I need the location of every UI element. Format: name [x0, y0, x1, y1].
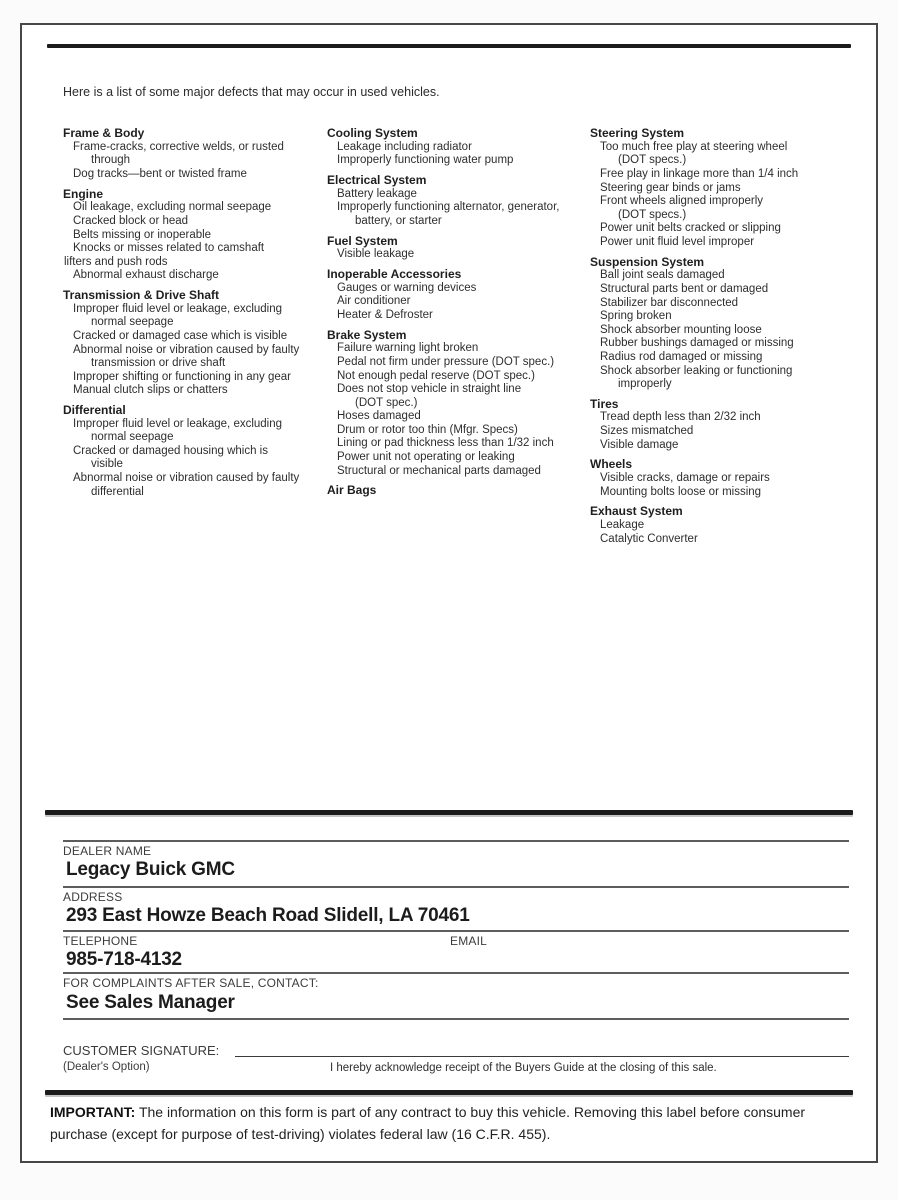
defect-line: Frame-cracks, corrective welds, or rusted — [73, 140, 284, 153]
defect-section-title: Fuel System — [327, 233, 398, 248]
address-label: ADDRESS — [63, 890, 123, 904]
defect-section — [327, 174, 583, 229]
defect-section-title: Tires — [590, 396, 619, 411]
dealer-name-underline — [63, 886, 849, 888]
defect-section-title: Electrical System — [327, 172, 427, 187]
defect-line: Air conditioner — [337, 295, 411, 308]
telephone-label: TELEPHONE — [63, 934, 138, 948]
defect-line: Visible damage — [600, 438, 679, 451]
defect-line: Tread depth less than 2/32 inch — [600, 411, 761, 424]
defect-section — [327, 268, 583, 323]
defect-line: transmission or drive shaft — [91, 357, 226, 370]
defect-line: Abnormal noise or vibration caused by faulty — [73, 472, 300, 485]
defect-line: (DOT specs.) — [618, 154, 687, 167]
defect-line: Cracked or damaged housing which is — [73, 444, 268, 457]
important-label: IMPORTANT: — [50, 1104, 136, 1120]
defect-section — [327, 127, 583, 168]
defect-section-title: Cooling System — [327, 126, 418, 140]
customer-signature-line — [235, 1044, 849, 1057]
defect-line: Battery leakage — [337, 187, 417, 200]
defect-line: Structural or mechanical parts damaged — [337, 464, 541, 477]
defect-line: differential — [91, 485, 144, 498]
defect-line: Belts missing or inoperable — [73, 228, 212, 241]
defect-line: lifters and push rods — [64, 255, 168, 268]
defect-line: Shock absorber mounting loose — [600, 323, 762, 336]
defect-section-title: Transmission & Drive Shaft — [63, 287, 220, 302]
dealer-section-divider-rule — [45, 810, 853, 815]
important-section-divider-rule — [45, 1090, 853, 1095]
defect-line: Failure warning light broken — [337, 342, 479, 355]
defect-line: Abnormal exhaust discharge — [73, 269, 219, 282]
defect-line: Steering gear binds or jams — [600, 181, 741, 194]
defect-line: Radius rod damaged or missing — [600, 350, 763, 363]
complaints-value: See Sales Manager — [66, 992, 235, 1013]
field-top-line — [63, 840, 849, 842]
defect-section-title: Frame & Body — [63, 126, 145, 140]
defect-section-title: Steering System — [590, 126, 685, 140]
defect-section — [63, 404, 319, 499]
defect-line: Cracked block or head — [73, 214, 189, 227]
defect-line: Abnormal noise or vibration caused by faulty — [73, 343, 300, 356]
defect-section — [327, 235, 583, 262]
defect-line: Improperly functioning alternator, generator, — [337, 201, 560, 214]
telephone-value: 985-718-4132 — [66, 949, 182, 970]
defect-line: Visible leakage — [337, 248, 415, 261]
defect-line: Oil leakage, excluding normal seepage — [73, 201, 272, 214]
complaints-label: FOR COMPLAINTS AFTER SALE, CONTACT: — [63, 976, 319, 990]
defect-section-title: Engine — [63, 186, 104, 201]
defect-line: Pedal not firm under pressure (DOT spec.) — [337, 355, 555, 368]
defect-line: Drum or rotor too thin (Mfgr. Specs) — [337, 423, 518, 436]
top-divider-rule — [47, 44, 851, 48]
defect-line: Shock absorber leaking or functioning — [600, 364, 793, 377]
intro-text: Here is a list of some major defects that may occur in used vehicles. — [63, 85, 440, 99]
defect-section — [590, 505, 846, 546]
defect-line: Not enough pedal reserve (DOT spec.) — [337, 369, 535, 382]
defect-line: Mounting bolts loose or missing — [600, 485, 762, 498]
defect-line: battery, or starter — [355, 214, 442, 227]
defect-line: Improperly functioning water pump — [337, 154, 514, 167]
defect-column-2 — [327, 127, 583, 498]
defect-section — [590, 458, 846, 499]
defect-line: Hoses damaged — [337, 410, 421, 423]
defect-line: Leakage — [600, 519, 645, 532]
defect-section — [63, 127, 319, 182]
defect-line: Catalytic Converter — [600, 532, 698, 545]
defect-line: Visible cracks, damage or repairs — [600, 472, 770, 485]
defect-line: Sizes mismatched — [600, 425, 694, 438]
address-value: 293 East Howze Beach Road Slidell, LA 70461 — [66, 905, 470, 926]
defect-line: Improper fluid level or leakage, excluding — [73, 302, 283, 315]
defect-line: (DOT specs.) — [618, 208, 687, 221]
address-underline — [63, 930, 849, 932]
email-label: EMAIL — [450, 934, 488, 948]
defect-line: Spring broken — [600, 310, 672, 323]
defect-line: Cracked or damaged case which is visible — [73, 329, 288, 342]
defect-line: Front wheels aligned improperly — [600, 195, 763, 208]
defect-line: Manual clutch slips or chatters — [73, 384, 228, 397]
defect-section — [590, 398, 846, 453]
defect-line: Power unit belts cracked or slipping — [600, 222, 781, 235]
defect-line: Stabilizer bar disconnected — [600, 296, 739, 309]
defect-line: Free play in linkage more than 1/4 inch — [600, 167, 799, 180]
defect-section-title: Inoperable Accessories — [327, 266, 462, 281]
defect-column-1 — [63, 127, 319, 499]
defect-section — [327, 329, 583, 479]
defect-section-title: Brake System — [327, 327, 407, 342]
telephone-underline — [63, 972, 849, 974]
defect-section — [63, 188, 319, 283]
defect-line: Lining or pad thickness less than 1/32 inch — [337, 437, 554, 450]
defect-line: Does not stop vehicle in straight line — [337, 383, 522, 396]
important-text: The information on this form is part of any contract to buy this vehicle. Removing this label before consumer purchase (except for purpose of test-driving) violates federal law (16 C.F.R. 455). — [50, 1104, 806, 1142]
defect-section — [590, 256, 846, 392]
defect-line: Structural parts bent or damaged — [600, 282, 769, 295]
defect-section — [590, 127, 846, 250]
defect-section-title: Suspension System — [590, 254, 705, 269]
buyers-guide-back-page — [20, 23, 878, 1163]
defect-line: Improper fluid level or leakage, excluding — [73, 417, 283, 430]
defect-line: Power unit not operating or leaking — [337, 451, 515, 464]
defect-line: normal seepage — [91, 431, 174, 444]
important-notice — [50, 1102, 850, 1145]
defect-column-3 — [590, 127, 846, 546]
defect-line: Dog tracks—bent or twisted frame — [73, 167, 247, 180]
defect-section-title: Differential — [63, 402, 126, 417]
defect-section — [327, 484, 583, 498]
customer-signature-label: CUSTOMER SIGNATURE: — [63, 1043, 220, 1058]
defect-line: normal seepage — [91, 316, 174, 329]
dealer-name-value: Legacy Buick GMC — [66, 859, 235, 880]
defect-line: Improper shifting or functioning in any gear — [73, 370, 291, 383]
dealer-name-label: DEALER NAME — [63, 844, 152, 858]
defect-section-title: Air Bags — [327, 483, 377, 498]
defect-line: Knocks or misses related to camshaft — [73, 242, 265, 255]
defect-line: Rubber bushings damaged or missing — [600, 337, 794, 350]
defect-line: Ball joint seals damaged — [600, 269, 725, 282]
defect-section — [63, 289, 319, 398]
defect-line: (DOT spec.) — [355, 396, 418, 409]
defect-line: Too much free play at steering wheel — [600, 140, 788, 153]
defect-section-title: Wheels — [590, 457, 633, 472]
defect-line: Gauges or warning devices — [337, 281, 477, 294]
defect-line: Leakage including radiator — [337, 140, 472, 153]
dealers-option-label: (Dealer's Option) — [63, 1061, 150, 1073]
signature-acknowledgement-note: I hereby acknowledge receipt of the Buyers Guide at the closing of this sale. — [330, 1062, 717, 1074]
complaints-underline — [63, 1018, 849, 1020]
defect-section-title: Exhaust System — [590, 504, 683, 519]
defect-line: Heater & Defroster — [337, 308, 433, 321]
defect-line: visible — [91, 458, 123, 471]
defect-line: improperly — [618, 378, 672, 391]
defect-line: through — [91, 154, 131, 167]
defect-line: Power unit fluid level improper — [600, 235, 755, 248]
